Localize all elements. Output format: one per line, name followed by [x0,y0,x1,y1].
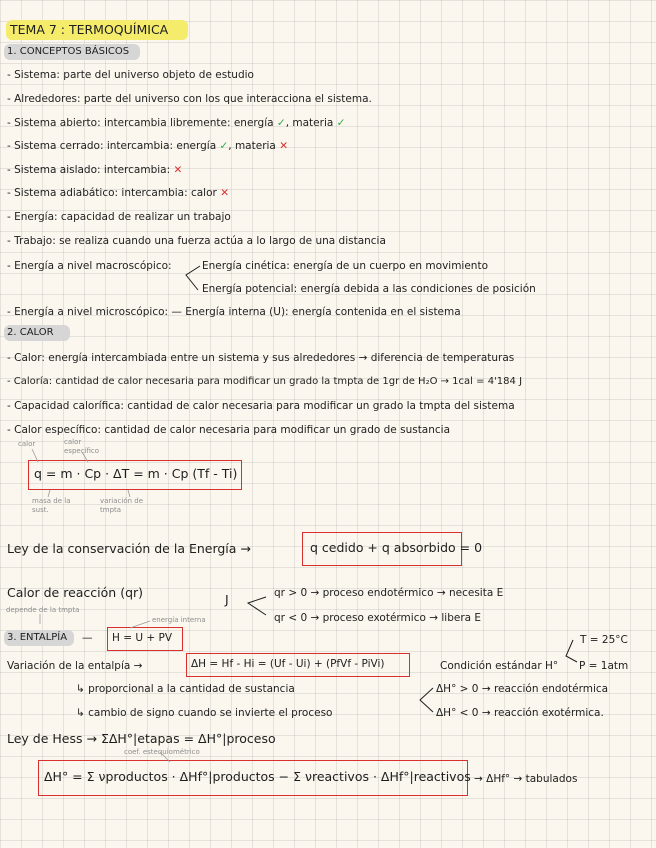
check-icon: ✓ [276,117,286,129]
formula-calor: q = m · Cp · ΔT = m · Cp (Tf - Ti) [34,466,238,481]
line-sistema-abierto-a: - Sistema abierto: intercambia libremente: energía [7,117,274,129]
page-title: TEMA 7 : TERMOQUÍMICA [10,22,169,37]
line-qr-positivo: qr > 0 → proceso endotérmico → necesita E [274,587,504,599]
check-icon: ✓ [336,117,346,129]
line-ley-hess: Ley de Hess → ΣΔH°|etapas = ΔH°|proceso [7,731,276,746]
line-calor-reaccion: Calor de reacción (qr) [7,585,144,600]
joule-label: J [225,592,229,607]
label-t25: T = 25°C [580,634,628,646]
note-energia-interna: energía interna [152,616,206,624]
line-ley-conservacion: Ley de la conservación de la Energía → [7,541,251,556]
cross-icon: ✕ [220,187,229,199]
variacion-formula: ΔH = Hf - Hi = (Uf - Ui) + (PfVf - PiVi) [191,658,385,670]
label-condicion-estandar: Condición estándar H° [440,660,559,672]
hess-formula: ΔH° = Σ νproductos · ΔHf°|productos − Σ νreactivos · ΔHf°|reactivos [44,769,471,784]
line-variacion-entalpia: Variación de la entalpía → [7,660,143,672]
check-icon: ✓ [219,140,229,152]
line-calor: - Calor: energía intercambiada entre un sistema y sus alrededores → diferencia de temperaturas [7,352,515,364]
line-energia-cinetica: Energía cinética: energía de un cuerpo en movimiento [202,260,488,272]
line-sistema-aislado-a: - Sistema aislado: intercambia: [7,164,171,176]
note-masa: masa de la sust. [32,497,71,514]
line-cambio-signo: ↳ cambio de signo cuando se invierte el proceso [76,707,333,719]
line-qr-negativo: qr < 0 → proceso exotérmico → libera E [274,612,482,624]
line-sistema-adiabatico-a: - Sistema adiabático: intercambia: calor [7,187,217,199]
line-macroscopico: - Energía a nivel macroscópico: [7,260,172,272]
conservacion-formula: q cedido + q absorbido = 0 [310,540,483,555]
line-trabajo: - Trabajo: se realiza cuando una fuerza actúa a lo largo de una distancia [7,235,386,247]
line-sistema: - Sistema: parte del universo objeto de estudio [7,69,254,81]
label-p1atm: P = 1atm [579,660,629,672]
note-calor-especifico: calor específico [64,438,100,455]
section3-heading: 3. ENTALPÍA [7,632,68,643]
note-coef: coef. estequiométrico [124,748,200,756]
line-proporcional: ↳ proporcional a la cantidad de sustancia [76,683,295,695]
line-calor-especifico: - Calor específico: cantidad de calor necesaria para modificar un grado de sustancia [7,424,451,436]
line-endotermica: ΔH° > 0 → reacción endotérmica [436,683,609,695]
line-microscopico: - Energía a nivel microscópico: — Energía interna (U): energía contenida en el sistema [7,306,461,318]
line-tabulados: → ΔHf° → tabulados [474,773,578,785]
cross-icon: ✕ [279,140,289,152]
line-alrededores: - Alrededores: parte del universo con los que interacciona el sistema. [7,93,372,105]
line-sistema-cerrado-a: - Sistema cerrado: intercambia: energía [7,140,217,152]
section1-heading: 1. CONCEPTOS BÁSICOS [7,46,130,57]
line-energia-potencial: Energía potencial: energía debida a las condiciones de posición [202,283,536,295]
section2-heading: 2. CALOR [7,327,54,338]
note-variacion: variación de tmpta [100,497,144,514]
section3-dash: — [82,632,93,644]
line-capacidad: - Capacidad calorífica: cantidad de calor necesaria para modificar un grado la tmpta del sistema [7,400,515,412]
line-sistema-abierto-b: , materia [285,117,334,129]
note-calor: calor [18,440,36,448]
note-depende: depende de la tmpta [6,606,80,614]
entalpia-formula: H = U + PV [112,632,173,644]
line-exotermica: ΔH° < 0 → reacción exotérmica. [436,707,604,719]
line-energia: - Energía: capacidad de realizar un trabajo [7,211,231,223]
line-caloria: - Caloría: cantidad de calor necesaria para modificar un grado la tmpta de 1gr de H₂O → 1cal = 4'184 J [7,376,523,387]
line-sistema-cerrado-b: , materia [228,140,276,152]
cross-icon: ✕ [173,164,183,176]
